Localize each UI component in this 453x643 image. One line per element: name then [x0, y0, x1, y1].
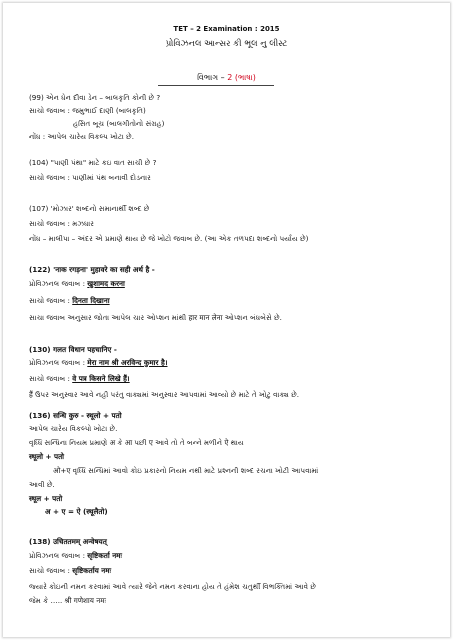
- q122-provisional-label: પ્રોવિઝનલ જવાબ :: [29, 279, 88, 288]
- q122-question: (122) 'नाक रगड़ना' मुहावरे का सही अर्थ है -: [29, 265, 155, 274]
- q130-provisional: [29, 358, 168, 368]
- q130-answer-value: वे पत्र किसने लिखे हैं।: [72, 374, 130, 383]
- q138-line-1: જ્યારે કોઇની નમન કરવામાં આવે ત્યારે જેને નમન કરવાના હોય તે હંમેશ ચતુર્થી વિભક્તિમાં આવે છે: [29, 582, 316, 591]
- q130-answer: [29, 374, 130, 384]
- q122-note: સાચા જવાબ અનુસાર જોતા આપેલ ચાર ઓપ્શન માંથી हार मान लेना ઓપ્શન બંધબેસે છે.: [29, 313, 282, 322]
- q136-line-7: अ + ए = ऐ (स्थूलैतो): [45, 507, 108, 516]
- q136-question: (136) सन्धि कुरु - स्थूलो + पतो: [29, 411, 122, 420]
- q107-note: નોંધ – માલીપા – અંદર એ પ્રમાણે થાય છે જે ખોટો જવાબ છે. (આ એક તળપદા શબ્દનો પર્યાય છે): [29, 234, 309, 243]
- section-heading: [3, 73, 450, 83]
- q122-provisional: [29, 279, 125, 289]
- q122-answer: [29, 296, 110, 306]
- q122-answer-value: दिनता दिखाना: [72, 296, 110, 305]
- q138-answer-label: સાચો જવાબ :: [29, 566, 73, 575]
- list-title: પ્રોવિઝનલ આન્સર કી ભૂલ નુ લીસ્ટ: [165, 39, 288, 49]
- section-prefix: વિભાગ –: [197, 73, 228, 82]
- q130-note: हैं ઉપર અનુસ્વાર આવે નહી પરંતુ વાક્યમાં અનુસ્વાર આપવામાં આવ્યો છે માટે તે ખોટુ વાક્ય છે.: [29, 390, 300, 399]
- q130-provisional-label: પ્રોવિઝનલ જવાબ :: [29, 358, 88, 367]
- q130-answer-label: સાચો જવાબ :: [29, 374, 73, 383]
- q130-provisional-value: मेरा नाम श्री अरविन्द कुमार है।: [87, 358, 168, 367]
- q107-question: (107) 'મોઝાર' શબ્દનો સમાનાર્થી શબ્દ છે: [29, 204, 150, 213]
- q136-line-6: स्थूल + पतो: [29, 494, 63, 503]
- q130-question: (130) गलत विधान पहचानिए -: [29, 345, 117, 354]
- q99-note: નોંધ : આપેલ ચારેય વિકલ્પ ખોટા છે.: [29, 132, 135, 141]
- q138-answer: [29, 566, 111, 576]
- q136-line-1: આપેલ ચારેય વિકલ્પો ખોટા છે.: [29, 424, 118, 433]
- q138-provisional-value: सृष्टिकर्ता नमः: [87, 551, 122, 560]
- q99-answer-2: હસિત બૂચ (બાલગીતોનો સંગ્રહ): [73, 119, 165, 128]
- q136-line-2: વૃધ્ધિ સન્ધિના નિયમ પ્રમાણે अ કે आ પછી ए આવે તો તે બન્ને મળીને ऐ થાય: [29, 438, 244, 447]
- q138-provisional: [29, 551, 122, 561]
- q136-line-3: स्थूलो + पतो: [29, 452, 65, 461]
- q104-answer: સાચો જવાબ : પાણીમાં પંથ બનાવી દોડનાર: [29, 173, 151, 182]
- q99-question: (99) એન ધેન દીવા ડેન – બાલકૃતિ કોની છે ?: [29, 93, 161, 102]
- q104-question: (104) "પાણી પંથા" માટે કઇ વાત સાચી છે ?: [29, 158, 157, 167]
- q122-provisional-value: खुशामद करना: [87, 279, 125, 288]
- q138-provisional-label: પ્રોવિઝનલ જવાબ :: [29, 551, 88, 560]
- q122-answer-label: સાચો જવાબ :: [29, 296, 73, 305]
- exam-title: TET – 2 Examination : 2015: [173, 25, 280, 33]
- q136-line-4: ओ+ए વૃધ્ધિ સન્ધિમાં આવો કોઇ પ્રકારનો નિયમ નથી માટે પ્રશ્નની શબ્દ રચના ખોટી આપવામાં: [53, 466, 319, 475]
- q138-answer-value: सृष्टिकर्ताय नमः: [72, 566, 112, 575]
- q138-line-2: જેમ કે ….. श्री गणेशाय नमः: [29, 596, 106, 605]
- section-number: 2: [227, 73, 233, 82]
- q138-question: (138) उचिततमम् अन्वेषयत्: [29, 537, 107, 546]
- section-underline: [158, 85, 274, 86]
- q136-line-5: આવી છે.: [29, 480, 55, 489]
- q107-answer: સાચો જવાબ : મઝધાર: [29, 219, 94, 228]
- q99-answer-1: સાચો જવાબ : જમુભાઈ દાણી (બાલકૃતિ): [29, 106, 146, 115]
- document-page: [3, 3, 450, 637]
- section-language: (ભાષા): [232, 73, 256, 82]
